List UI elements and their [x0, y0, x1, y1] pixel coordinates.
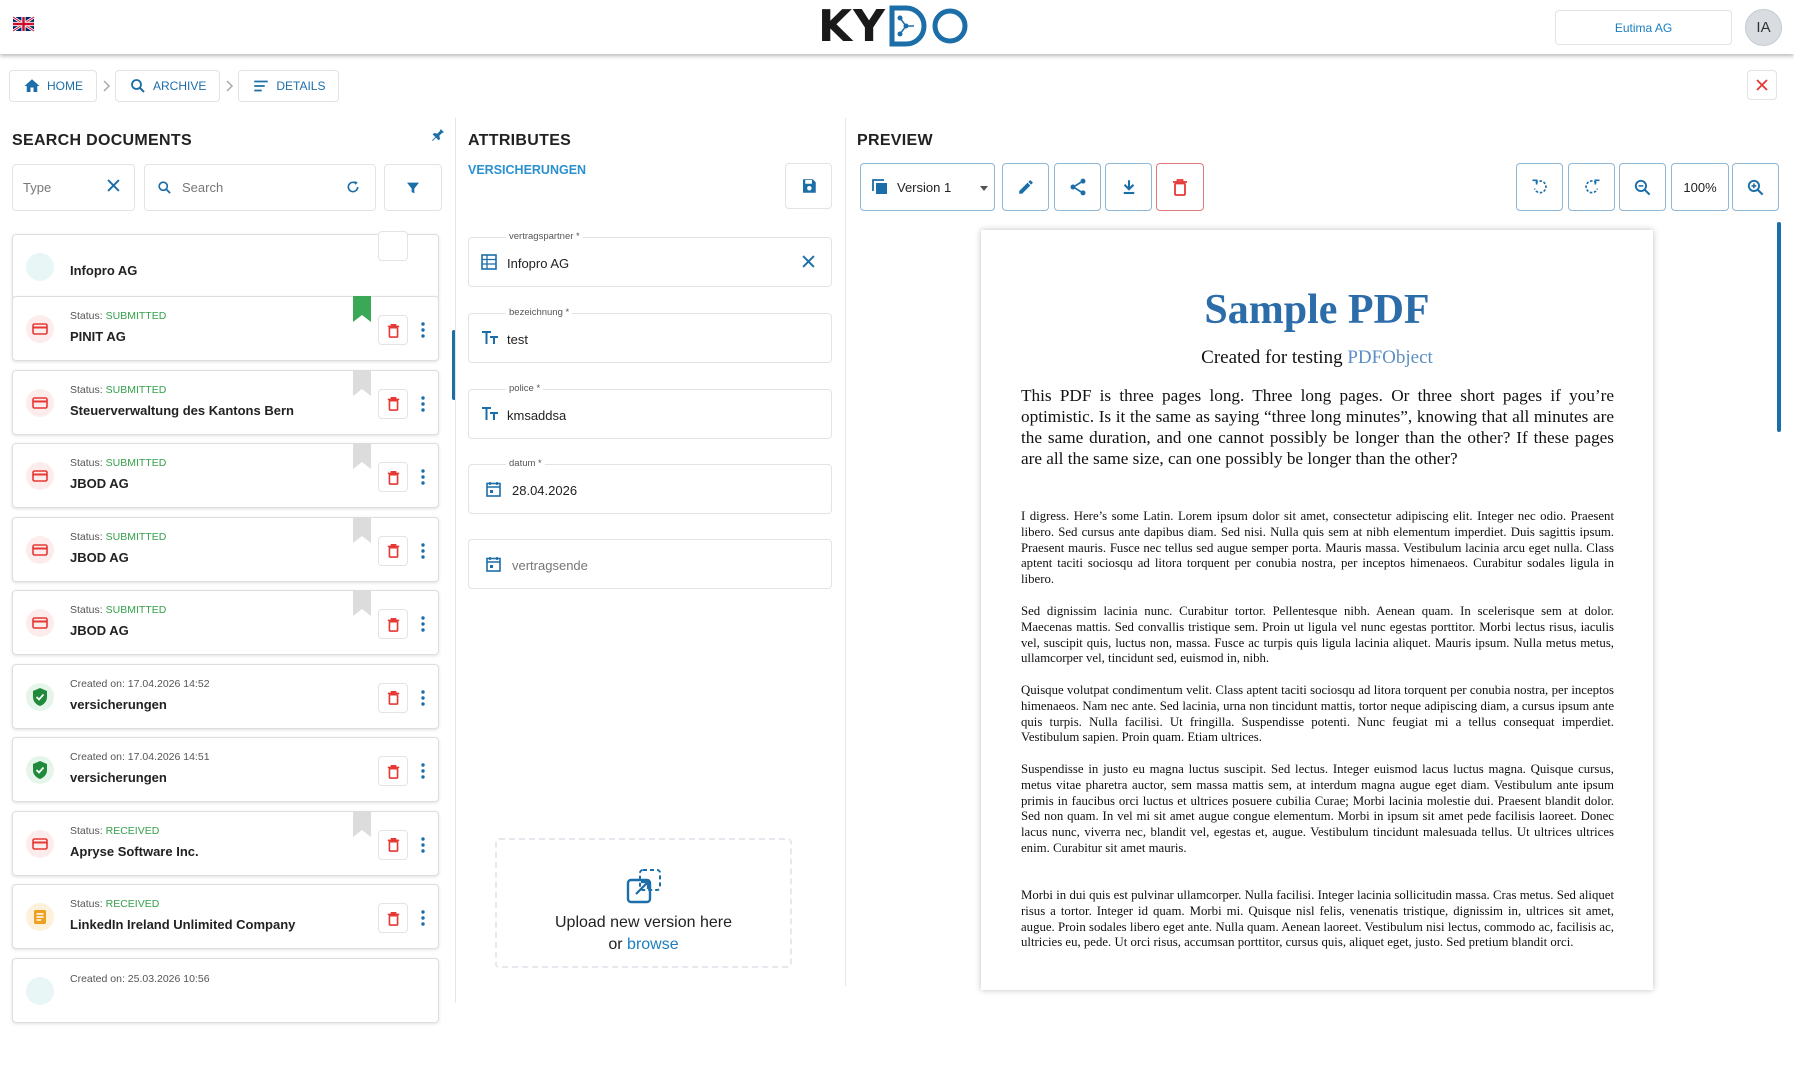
- document-meta-label: Status:: [70, 457, 106, 469]
- document-icon: [26, 977, 54, 1005]
- panel-divider: [455, 118, 456, 1003]
- bookmark-icon[interactable]: [353, 517, 371, 543]
- close-icon: [1756, 79, 1768, 91]
- document-meta-label: Status:: [70, 310, 106, 322]
- document-meta: [70, 825, 159, 837]
- more-vertical-icon[interactable]: [417, 466, 429, 488]
- download-icon: [1120, 178, 1138, 196]
- document-status: SUBMITTED: [105, 310, 167, 322]
- delete-button[interactable]: [378, 903, 408, 933]
- more-vertical-icon[interactable]: [417, 393, 429, 415]
- upload-browse-line: [497, 936, 790, 954]
- field-value: Infopro AG: [507, 256, 570, 271]
- field-vertragsende[interactable]: [468, 539, 832, 589]
- breadcrumb-archive[interactable]: [115, 70, 220, 102]
- type-filter-input[interactable]: [12, 164, 135, 211]
- text-type-icon: [481, 330, 499, 348]
- versions-icon: [871, 178, 889, 196]
- panel-divider: [845, 118, 846, 986]
- more-vertical-icon[interactable]: [417, 687, 429, 709]
- rotate-right-icon: [1582, 177, 1602, 197]
- document-name: JBOD AG: [70, 476, 129, 491]
- bookmark-icon[interactable]: [353, 811, 371, 837]
- calendar-icon: [486, 556, 504, 574]
- document-status: SUBMITTED: [105, 604, 167, 616]
- zoom-out-button[interactable]: [1619, 163, 1666, 211]
- more-vertical-icon[interactable]: [417, 760, 429, 782]
- share-button[interactable]: [1054, 163, 1101, 211]
- document-meta: [70, 751, 210, 763]
- delete-button[interactable]: [378, 830, 408, 860]
- delete-button[interactable]: [378, 389, 408, 419]
- clear-type-icon[interactable]: [107, 179, 120, 192]
- document-name: Infopro AG: [70, 263, 138, 278]
- trash-icon: [387, 690, 400, 705]
- refresh-icon[interactable]: [345, 179, 361, 195]
- document-type-icon: [26, 315, 54, 343]
- logo-letters-ky: KY: [818, 0, 886, 52]
- filter-icon: [405, 180, 421, 196]
- field-label: vertragspartner *: [506, 231, 583, 242]
- list-item[interactable]: [12, 296, 439, 361]
- pdf-paragraph: Morbi in dui quis est pulvinar ullamcorper. Nulla facilisi. Integer lacinia sollicitudin massa. Cras metus. Sed aliquet risus a tortor. Integer id quam. Morbi mi. Quisque nisl felis, venenatis tristique, dignissim in, ultrices sit amet, augue. Proin sodales libero eget ante. Nulla quam. Aenean laoreet. Vestibulum nisi lectus, commodo ac, facilisis ac, ultricies eu, pede. Ut orci risus, accumsan porttitor, cursus quis, aliquet eget, justo. Sed pretium blandit orci.: [1021, 888, 1614, 950]
- delete-button[interactable]: [378, 756, 408, 786]
- save-icon: [800, 177, 818, 195]
- list-item[interactable]: [12, 811, 439, 876]
- document-meta-label: Created on: 17.04.2026 14:52: [70, 677, 210, 690]
- list-item[interactable]: [12, 664, 439, 729]
- breadcrumb-details[interactable]: [238, 70, 339, 102]
- pdf-intro-paragraph: This PDF is three pages long. Three long pages. Or three short pages if you’re optimistic. Is it the same as saying “three long minutes”, knowing that all minutes are the same duration, and one cannot possibly be longer than the other? If these pages are all the same size, can one possibly be longer than the other?: [1021, 386, 1614, 468]
- field-value: kmsaddsa: [507, 408, 567, 423]
- document-meta-label: Status:: [70, 530, 106, 543]
- document-type-icon: [26, 683, 54, 711]
- document-name: JBOD AG: [70, 549, 129, 565]
- search-placeholder: Search: [182, 180, 224, 195]
- delete-button[interactable]: [378, 536, 408, 566]
- document-type-icon: [26, 462, 54, 490]
- save-button[interactable]: [785, 163, 832, 209]
- document-name: Steuerverwaltung des Kantons Bern: [70, 402, 294, 418]
- home-icon: [23, 77, 41, 95]
- list-item[interactable]: [12, 884, 439, 949]
- edit-button[interactable]: [1002, 163, 1049, 211]
- pdf-viewer[interactable]: [848, 222, 1778, 964]
- breadcrumb-home-label: HOME: [47, 79, 83, 93]
- delete-document-button[interactable]: [1156, 163, 1204, 211]
- rotate-left-button[interactable]: [1516, 163, 1563, 211]
- user-avatar[interactable]: IA: [1745, 9, 1782, 46]
- document-meta: [70, 310, 166, 322]
- download-button[interactable]: [1105, 163, 1152, 211]
- breadcrumb-details-label: DETAILS: [276, 79, 326, 93]
- trash-icon: [1172, 178, 1188, 196]
- document-status: RECEIVED: [105, 898, 160, 910]
- field-police[interactable]: [468, 383, 832, 439]
- document-meta-label: Status:: [70, 383, 106, 396]
- upload-dropzone[interactable]: [495, 838, 792, 968]
- clear-field-icon[interactable]: [802, 255, 815, 268]
- uk-flag-icon[interactable]: [13, 17, 34, 31]
- trash-icon: [387, 837, 400, 852]
- document-status: SUBMITTED: [105, 530, 167, 543]
- filter-button[interactable]: [384, 164, 442, 211]
- document-status: SUBMITTED: [105, 383, 167, 396]
- trash-icon: [387, 911, 400, 926]
- trash-icon: [387, 323, 400, 338]
- search-panel-title: SEARCH DOCUMENTS: [12, 132, 192, 149]
- pdf-paragraph: Sed dignissim lacinia nunc. Curabitur tortor. Pellentesque nibh. Aenean quam. In scelerisque sem at dolor. Maecenas mattis. Sed convallis tristique sem. Proin ut ligula vel nunc egestas porttitor. Morbi lectus risus, iaculis vel, suscipit quis, luctus non, massa. Fusce ac turpis quis ligula lacinia aliquet. Mauris ipsum. Nulla metus metus, ullamcorper vel, tincidunt sed, euismod in, nibh.: [1021, 604, 1614, 666]
- more-vertical-icon[interactable]: [417, 540, 429, 562]
- pdf-title: Sample PDF: [1204, 287, 1430, 333]
- chevron-right-icon: [220, 70, 238, 102]
- document-type-icon: [26, 609, 54, 637]
- more-vertical-icon[interactable]: [417, 319, 429, 341]
- pdf-paragraph: I digress. Here’s some Latin. Lorem ipsum dolor sit amet, consectetur adipiscing elit. Integer nec odio. Praesent libero. Sed cursus ante dapibus diam. Sed nisi. Nulla quis sem at nibh elementum imperdiet. Duis sagittis ipsum. Praesent mauris. Fusce nec tellus sed augue semper porta. Mauris massa. Vestibulum lacinia arcu eget nulla. Class aptent taciti sociosqu ad litora torquent per conubia nostra, per inceptos himenaeos. Curabitur sodales ligula in libero.: [1021, 509, 1614, 587]
- field-label: bezeichnung *: [506, 307, 572, 318]
- share-icon: [1068, 177, 1088, 197]
- document-meta: [70, 604, 166, 616]
- table-icon: [481, 254, 499, 272]
- upload-icon: [624, 866, 664, 906]
- field-label: datum *: [506, 458, 545, 469]
- list-item[interactable]: [12, 590, 439, 655]
- attributes-category-link[interactable]: VERSICHERUNGEN: [468, 163, 587, 177]
- rotate-left-icon: [1530, 177, 1550, 197]
- zoom-out-icon: [1633, 178, 1652, 197]
- field-placeholder: vertragsende: [512, 558, 588, 573]
- document-meta-label: Status:: [70, 824, 106, 837]
- list-item[interactable]: [12, 517, 439, 582]
- text-type-icon: [481, 406, 499, 424]
- document-type-icon: [26, 756, 54, 784]
- document-status: SUBMITTED: [105, 457, 167, 469]
- top-bar: [0, 0, 1794, 54]
- document-name: Apryse Software Inc.: [70, 843, 199, 859]
- more-vertical-icon[interactable]: [417, 834, 429, 856]
- list-item[interactable]: [12, 370, 439, 435]
- upload-text: Upload new version here: [555, 914, 732, 931]
- list-item[interactable]: [12, 737, 439, 802]
- document-type-icon: [26, 536, 54, 564]
- document-meta: [70, 898, 159, 910]
- document-meta-label: Created on: 17.04.2026 14:51: [70, 751, 210, 763]
- document-name: PINIT AG: [70, 329, 126, 344]
- logo-o-mark: [930, 6, 970, 46]
- delete-button[interactable]: [378, 315, 408, 345]
- chevron-right-icon: [97, 70, 115, 102]
- document-type-icon: [26, 903, 54, 931]
- list-item-partial-top[interactable]: [12, 234, 439, 299]
- document-type-icon: [26, 389, 54, 417]
- document-list: [0, 256, 450, 985]
- document-name: versicherungen: [70, 696, 167, 712]
- pdf-paragraph: Quisque volutpat condimentum velit. Class aptent taciti sociosqu ad litora torquent per conubia nostra, per inceptos himenaeos. Nam nec ante. Sed lacinia, urna non tincidunt mattis, tortor neque adipiscing diam, a cursus ipsum ante quis turpis. Nulla facilisi. Ut fringilla. Suspendisse potenti. Nunc feugiat mi a tellus consequat imperdiet. Vestibulum sapien. Proin quam. Etiam ultrices.: [1021, 683, 1614, 745]
- pdf-page: [981, 230, 1653, 990]
- trash-icon: [387, 617, 400, 632]
- document-meta-label: Status:: [70, 898, 106, 910]
- field-datum[interactable]: [468, 458, 832, 514]
- list-item[interactable]: [12, 443, 439, 508]
- list-item-partial-bottom[interactable]: [12, 958, 439, 1023]
- document-meta: [70, 457, 166, 469]
- upload-or-text: or: [608, 936, 628, 953]
- chevron-down-icon: [980, 186, 988, 191]
- delete-button[interactable]: [378, 683, 408, 713]
- trash-icon: [387, 764, 400, 779]
- document-meta: [70, 678, 210, 690]
- trash-icon: [387, 396, 400, 411]
- field-bezeichnung[interactable]: [468, 307, 832, 363]
- bookmark-icon[interactable]: [353, 296, 371, 322]
- bookmark-icon[interactable]: [353, 443, 371, 469]
- company-selector[interactable]: Eutima AG: [1555, 10, 1732, 45]
- field-value: 28.04.2026: [512, 483, 578, 498]
- pdf-paragraph: Suspendisse in justo eu magna luctus suscipit. Sed lectus. Integer euismod lacus luctus magna. Quisque cursus, metus vitae pharetra auctor, sem massa mattis sem, at interdum magna augue eget diam. Vestibulum ante ipsum primis in faucibus orci luctus et ultrices posuere cubilia Curae; Morbi lacinia molestie dui. Praesent blandit dolor. Sed non quam. In vel mi sit amet augue congue elementum. Morbi in ipsum sit amet pede facilisis laoreet. Donec lacus nunc, viverra nec, blandit vel, egestas et, augue. Vestibulum tincidunt malesuada tellus. Ut ultrices ultrices enim. Curabitur sit amet mauris.: [1021, 762, 1614, 855]
- kydo-logo[interactable]: [818, 0, 970, 52]
- zoom-level[interactable]: [1671, 163, 1729, 211]
- document-type-icon: [26, 830, 54, 858]
- more-vertical-icon[interactable]: [417, 907, 429, 929]
- breadcrumb: [9, 70, 339, 102]
- zoom-in-icon: [1746, 178, 1765, 197]
- pdf-subtitle: [981, 347, 1653, 369]
- breadcrumb-home[interactable]: [9, 70, 97, 102]
- search-icon: [157, 180, 172, 195]
- preview-panel-title: PREVIEW: [857, 132, 933, 149]
- browse-link[interactable]: browse: [627, 936, 679, 953]
- pin-icon[interactable]: [430, 127, 446, 143]
- document-meta: Created on: 25.03.2026 10:56: [70, 973, 210, 985]
- search-input[interactable]: [144, 164, 376, 211]
- delete-button[interactable]: [378, 462, 408, 492]
- list-icon: [252, 77, 270, 95]
- document-name: JBOD AG: [70, 623, 129, 638]
- type-filter-placeholder: Type: [23, 180, 52, 195]
- field-vertragspartner[interactable]: [468, 231, 832, 287]
- zoom-value: 100%: [1683, 179, 1717, 195]
- document-name: LinkedIn Ireland Unlimited Company: [70, 917, 296, 932]
- pdf-subtitle-prefix: Created for testing: [1201, 347, 1348, 368]
- document-icon: [26, 253, 54, 281]
- bookmark-icon[interactable]: [353, 370, 371, 396]
- document-meta: [70, 384, 166, 396]
- field-value: test: [507, 332, 528, 347]
- rotate-right-button[interactable]: [1568, 163, 1615, 211]
- zoom-in-button[interactable]: [1732, 163, 1779, 211]
- pdfobject-link[interactable]: PDFObject: [1347, 347, 1433, 368]
- calendar-icon: [486, 481, 504, 499]
- document-name: versicherungen: [70, 770, 167, 785]
- attributes-panel-title: ATTRIBUTES: [468, 132, 572, 149]
- version-select[interactable]: [860, 163, 995, 211]
- version-value: Version 1: [897, 179, 952, 195]
- close-details-button[interactable]: [1747, 70, 1777, 100]
- trash-icon: [387, 543, 400, 558]
- document-meta: [70, 531, 166, 543]
- more-vertical-icon[interactable]: [417, 613, 429, 635]
- pencil-icon: [1017, 178, 1035, 196]
- preview-scrollbar[interactable]: [1777, 222, 1781, 432]
- document-meta-label: Status:: [70, 604, 106, 616]
- bookmark-icon[interactable]: [353, 590, 371, 616]
- search-icon: [129, 77, 147, 95]
- logo-d-mark: [886, 4, 930, 48]
- document-status: RECEIVED: [105, 824, 160, 837]
- delete-button[interactable]: [378, 231, 408, 261]
- breadcrumb-archive-label: ARCHIVE: [153, 79, 207, 93]
- trash-icon: [387, 470, 400, 485]
- field-label: police *: [506, 383, 543, 394]
- delete-button[interactable]: [378, 609, 408, 639]
